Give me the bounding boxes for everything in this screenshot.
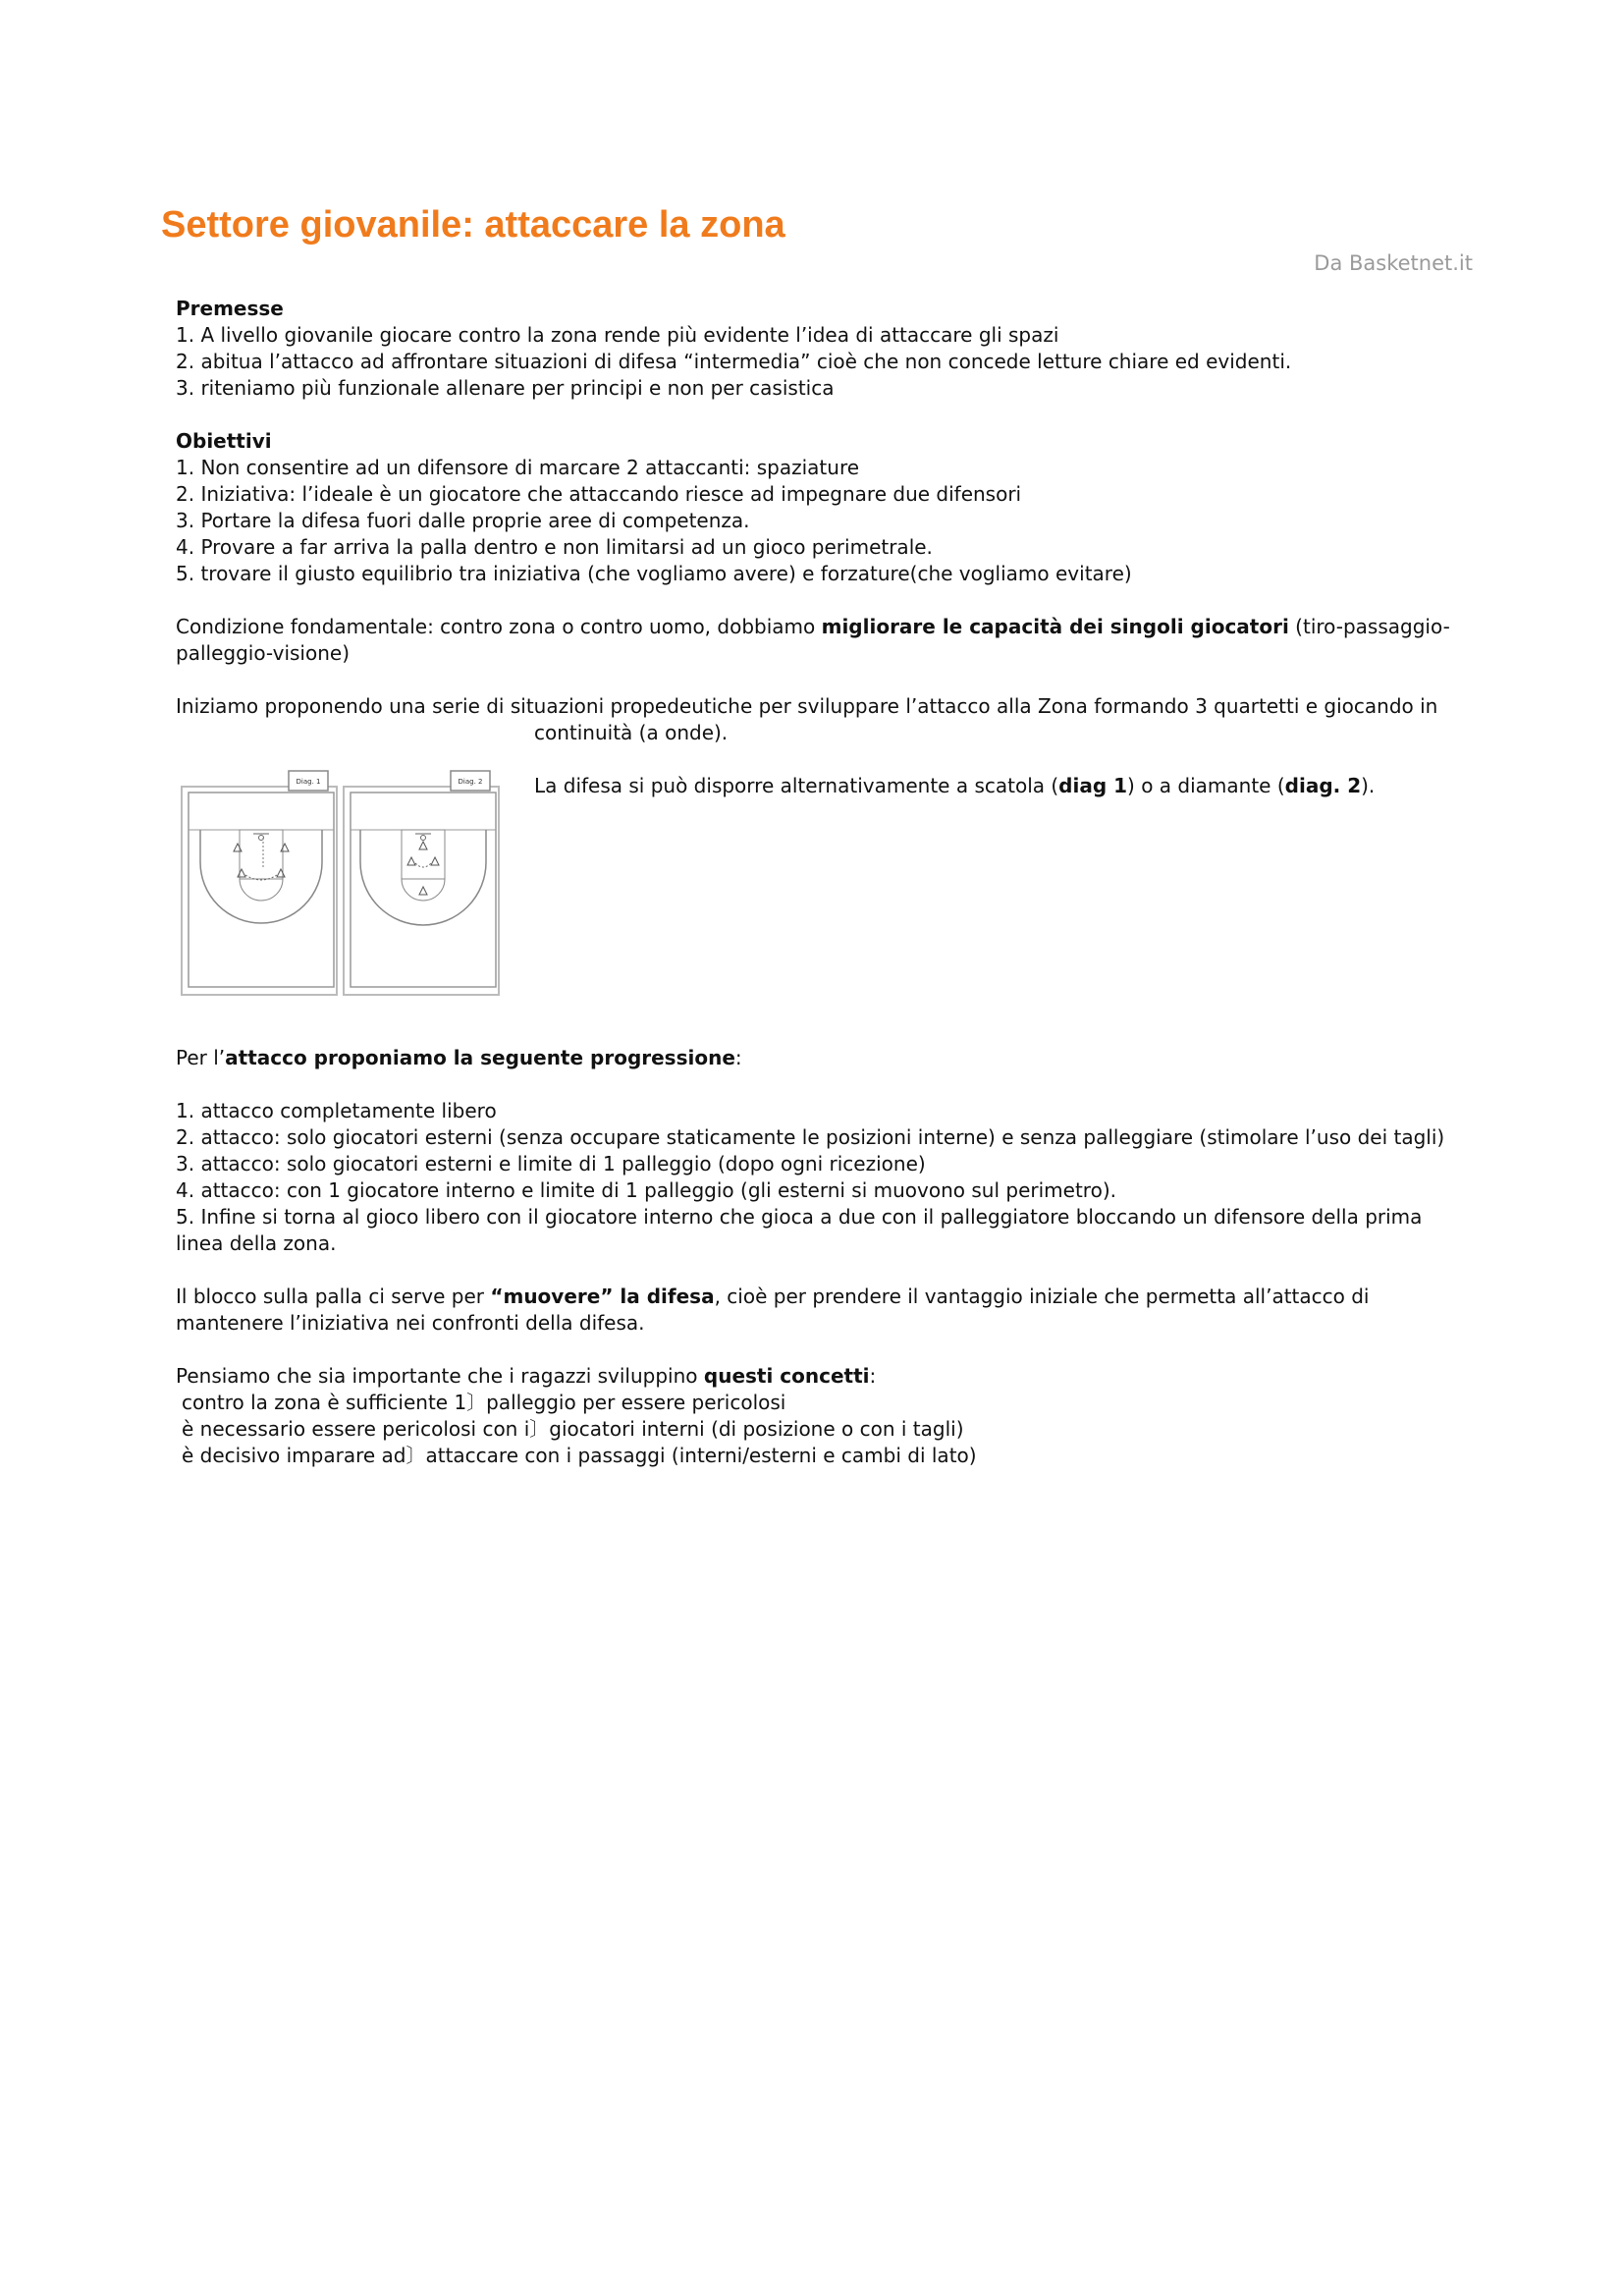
attacco-item: 2. attacco: solo giocatori esterni (senza occupare staticamente le posizioni interne) e senza palleggiare (stimolare l’uso dei tagli) <box>176 1125 1445 1149</box>
source-label: Da Basketnet.it <box>1314 251 1473 275</box>
obiettivi-item: 1. Non consentire ad un difensore di marcare 2 attaccanti: spaziature <box>176 456 860 479</box>
attacco-intro: Per l’attacco proponiamo la seguente progressione: <box>176 1046 742 1069</box>
concetti-item: è necessario essere pericolosi con i〕giocatori interni (di posizione o con i tagli) <box>182 1417 964 1441</box>
attacco-item: 4. attacco: con 1 giocatore interno e limite di 1 palleggio (gli esterni si muovono sul perimetro). <box>176 1178 1116 1202</box>
diagram-2-label: Diag. 2 <box>458 778 483 786</box>
obiettivi-item: 5. trovare il giusto equilibrio tra iniziativa (che vogliamo avere) e forzature(che vogliamo evitare) <box>176 562 1132 585</box>
diagram-row <box>176 761 1472 1000</box>
obiettivi-item: 4. Provare a far arriva la palla dentro e non limitarsi ad un gioco perimetrale. <box>176 535 933 559</box>
premesse-item: 3. riteniamo più funzionale allenare per principi e non per casistica <box>176 376 835 400</box>
blocco-paragraph: Il blocco sulla palla ci serve per “muovere” la difesa, cioè per prendere il vantaggio iniziale che permetta all’attacco di mantenere l’iniziativa nei confronti della difesa. <box>176 1285 1370 1335</box>
iniziamo-line: Iniziamo proponendo una serie di situazioni propedeutiche per sviluppare l’attacco alla Zona formando 3 quartetti e giocando in <box>176 694 1438 718</box>
concetti-intro: Pensiamo che sia importante che i ragazzi sviluppino questi concetti: <box>176 1364 877 1388</box>
page-title: Settore giovanile: attaccare la zona <box>161 204 785 246</box>
iniziamo-line: continuità (a onde). <box>534 721 729 744</box>
diagram-caption: La difesa si può disporre alternativamente a scatola (diag 1) o a diamante (diag. 2). <box>534 774 1376 797</box>
concetti-item: è decisivo imparare ad〕attaccare con i passaggi (interni/esterni e cambi di lato) <box>182 1444 977 1467</box>
attacco-item: 5. Infine si torna al gioco libero con il giocatore interno che gioca a due con il palleggiatore bloccando un difensore della prima linea della zona. <box>176 1205 1423 1255</box>
court-diagram-1 <box>181 769 340 997</box>
premesse-heading: Premesse <box>176 297 284 320</box>
attacco-item: 1. attacco completamente libero <box>176 1099 497 1122</box>
premesse-item: 2. abitua l’attacco ad affrontare situazioni di difesa “intermedia” cioè che non concede letture chiare ed evidenti. <box>176 350 1292 373</box>
diagram-1-label: Diag. 1 <box>296 778 321 786</box>
obiettivi-heading: Obiettivi <box>176 429 272 453</box>
concetti-item: contro la zona è sufficiente 1〕palleggio per essere pericolosi <box>182 1391 786 1414</box>
obiettivi-item: 3. Portare la difesa fuori dalle proprie aree di competenza. <box>176 509 750 532</box>
premesse-item: 1. A livello giovanile giocare contro la zona rende più evidente l’idea di attaccare gli spazi <box>176 323 1059 347</box>
article-body <box>176 296 1472 1469</box>
court-diagram-2 <box>343 769 502 997</box>
condizione-paragraph: Condizione fondamentale: contro zona o contro uomo, dobbiamo migliorare le capacità dei singoli giocatori (tiro-passaggio-palleggio-visione) <box>176 615 1450 665</box>
attacco-item: 3. attacco: solo giocatori esterni e limite di 1 palleggio (dopo ogni ricezione) <box>176 1152 926 1175</box>
obiettivi-item: 2. Iniziativa: l’ideale è un giocatore che attaccando riesce ad impegnare due difensori <box>176 482 1022 506</box>
